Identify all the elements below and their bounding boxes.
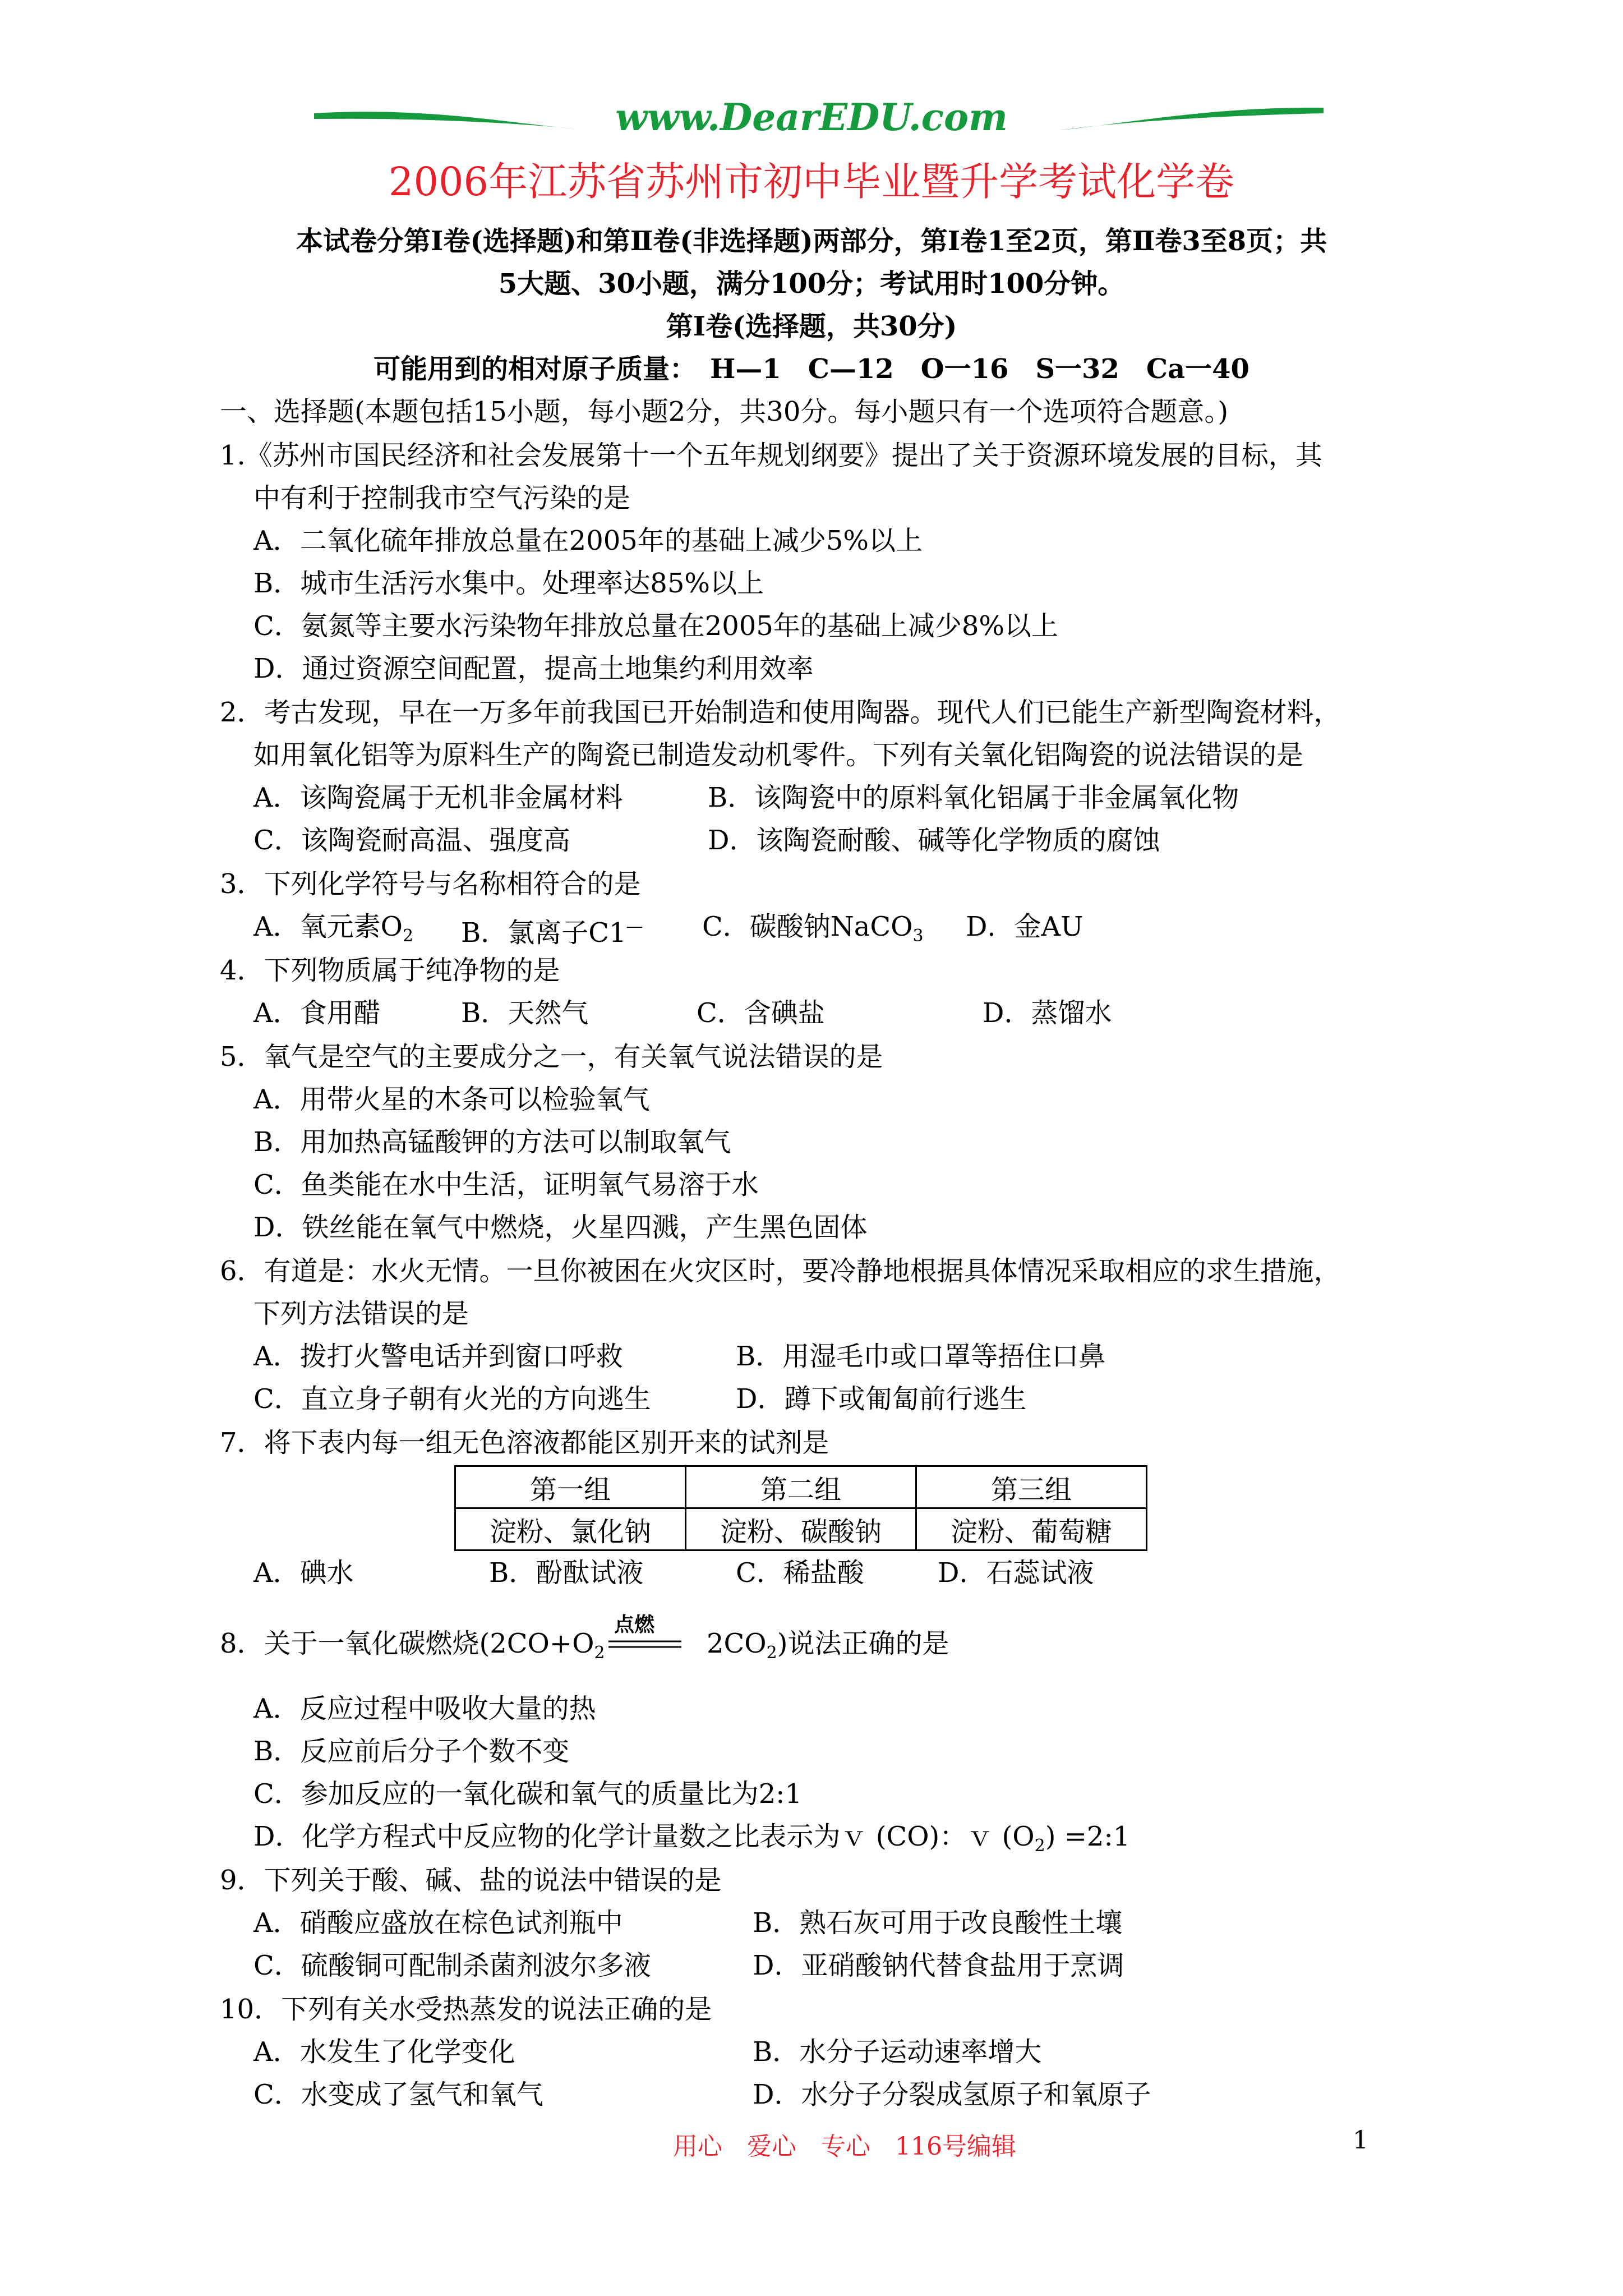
q8-stem-left: 8．关于一氧化碳燃烧($2CO+O_2$ (220, 1628, 605, 1663)
q7-option-b: B．酚酞试液 (489, 1557, 644, 1589)
q3-option-d: D．金AU (966, 911, 1083, 942)
q9-stem: 9．下列关于酸、碱、盐的说法中错误的是 (220, 1865, 722, 1896)
q8-option-a: A．反应过程中吸收大量的热 (253, 1693, 596, 1724)
q6-option-b: B．用湿毛巾或口罩等捂住口鼻 (736, 1341, 1106, 1372)
q8-option-b: B．反应前后分子个数不变 (253, 1736, 570, 1767)
q9-option-c: C．硫酸铜可配制杀菌剂波尔多液 (253, 1950, 651, 1981)
q3-option-c: C．碳酸钠NaCO$_3$ (702, 911, 924, 946)
q1-option-b: B．城市生活污水集中。处理率达85%以上 (253, 568, 764, 599)
footer-editor-note: 用心 爱心 专心 116号编辑 (673, 2132, 1016, 2161)
q7-option-c: C．稀盐酸 (736, 1557, 864, 1589)
equals-sign-icon (608, 1617, 681, 1650)
q10-option-d: D．水分子分裂成氢原子和氧原子 (753, 2079, 1151, 2110)
q9-option-b: B．熟石灰可用于改良酸性土壤 (753, 1907, 1123, 1939)
q2-stem-1: 2．考古发现，早在一万多年前我国已开始制造和使用陶器。现代人们已能生产新型陶瓷材料， (220, 697, 1341, 728)
q6-option-d: D．蹲下或匍匐前行逃生 (736, 1383, 1027, 1415)
q10-option-c: C．水变成了氢气和氧气 (253, 2079, 543, 2110)
q10-stem: 10．下列有关水受热蒸发的说法正确的是 (220, 1994, 712, 2025)
q8-option-d: D．化学方程式中反应物的化学计量数之比表示为ｖ (CO)：ｖ $(O_2)$ =2:1 (253, 1821, 1131, 1856)
table-header-cell: 第三组 (916, 1466, 1147, 1508)
q8-stem-right: $2CO_2$)说法正确的是 (707, 1628, 949, 1663)
table-cell: 淀粉、碳酸钠 (686, 1508, 916, 1550)
q4-option-b: B．天然气 (461, 997, 589, 1029)
q1-option-a: A．二氧化硫年排放总量在2005年的基础上减少5%以上 (253, 525, 923, 556)
q1-option-c: C．氨氮等主要水污染物年排放总量在2005年的基础上减少8%以上 (253, 610, 1059, 642)
q5-option-b: B．用加热高锰酸钾的方法可以制取氧气 (253, 1126, 731, 1158)
q2-option-a: A．该陶瓷属于无机非金属材料 (253, 782, 623, 813)
q3-option-a: A．氧元素$O_2$ (253, 911, 414, 946)
q7-table (454, 1465, 1147, 1551)
table-cell: 淀粉、葡萄糖 (916, 1508, 1147, 1550)
page-number: 1 (1353, 2126, 1368, 2155)
q9-option-d: D．亚硝酸钠代替食盐用于烹调 (753, 1950, 1124, 1981)
q6-option-c: C．直立身子朝有火光的方向逃生 (253, 1383, 651, 1415)
part-title: 第Ⅰ卷(选择题，共30分) (666, 311, 957, 342)
q7-option-d: D．石蕊试液 (938, 1557, 1094, 1589)
intro-line-1: 本试卷分第Ⅰ卷(选择题)和第Ⅱ卷(非选择题)两部分，第Ⅰ卷1至2页，第Ⅱ卷3至8页；共 (296, 226, 1327, 257)
q1-stem-1: 1.《苏州市国民经济和社会发展第十一个五年规划纲要》提出了关于资源环境发展的目标，其 (220, 440, 1322, 471)
q5-option-c: C．鱼类能在水中生活，证明氧气易溶于水 (253, 1169, 759, 1200)
q7-option-a: A．碘水 (253, 1557, 354, 1589)
section-heading: 一、选择题(本题包括15小题，每小题2分，共30分。每小题只有一个选项符合题意。) (220, 396, 1229, 427)
q4-option-a: A．食用醋 (253, 997, 381, 1029)
page-title: 2006年江苏省苏州市初中毕业暨升学考试化学卷 (388, 159, 1235, 205)
atomic-masses: 可能用到的相对原子质量： H—1 C—12 O一16 S一32 Ca一40 (374, 353, 1249, 385)
q3-stem: 3．下列化学符号与名称相符合的是 (220, 868, 641, 900)
q1-stem-2: 中有利于控制我市空气污染的是 (253, 482, 631, 514)
q9-option-a: A．硝酸应盛放在棕色试剂瓶中 (253, 1907, 623, 1939)
q3-option-b: B．氯离子C1— (461, 917, 643, 949)
q2-option-d: D．该陶瓷耐酸、碱等化学物质的腐蚀 (708, 825, 1160, 856)
table-cell: 淀粉、氯化钠 (455, 1508, 686, 1550)
q5-option-d: D．铁丝能在氧气中燃烧，火星四溅，产生黑色固体 (253, 1212, 868, 1243)
reaction-condition: 点燃 (614, 1613, 655, 1636)
q2-option-b: B．该陶瓷中的原料氧化铝属于非金属氧化物 (708, 782, 1239, 813)
intro-line-2: 5大题、30小题，满分100分；考试用时100分钟。 (498, 268, 1125, 300)
q2-option-c: C．该陶瓷耐高温、强度高 (253, 825, 570, 856)
table-header-row (455, 1466, 1147, 1508)
q10-option-b: B．水分子运动速率增大 (753, 2036, 1042, 2068)
q1-option-d: D．通过资源空间配置，提高土地集约利用效率 (253, 653, 814, 684)
q5-option-a: A．用带火星的木条可以检验氧气 (253, 1084, 650, 1115)
q10-option-a: A．水发生了化学变化 (253, 2036, 515, 2068)
q4-option-c: C．含碘盐 (697, 997, 825, 1029)
q6-stem-1: 6．有道是：水火无情。一旦你被困在火灾区时，要冷静地根据具体情况采取相应的求生措施， (220, 1255, 1341, 1287)
q5-stem: 5．氧气是空气的主要成分之一，有关氧气说法错误的是 (220, 1041, 883, 1073)
table-header-cell: 第二组 (686, 1466, 916, 1508)
q4-option-d: D．蒸馏水 (983, 997, 1112, 1029)
q6-stem-2: 下列方法错误的是 (253, 1298, 469, 1329)
q8-option-c: C．参加反应的一氧化碳和氧气的质量比为2:1 (253, 1778, 802, 1810)
q7-stem: 7．将下表内每一组无色溶液都能区别开来的试剂是 (220, 1427, 829, 1458)
q6-option-a: A．拨打火警电话并到窗口呼救 (253, 1341, 623, 1372)
site-name: www.DearEDU.com (615, 95, 1008, 139)
table-header-cell: 第一组 (455, 1466, 686, 1508)
q4-stem: 4．下列物质属于纯净物的是 (220, 955, 560, 986)
q2-stem-2: 如用氧化铝等为原料生产的陶瓷已制造发动机零件。下列有关氧化铝陶瓷的说法错误的是 (253, 739, 1304, 771)
table-row (455, 1508, 1147, 1550)
